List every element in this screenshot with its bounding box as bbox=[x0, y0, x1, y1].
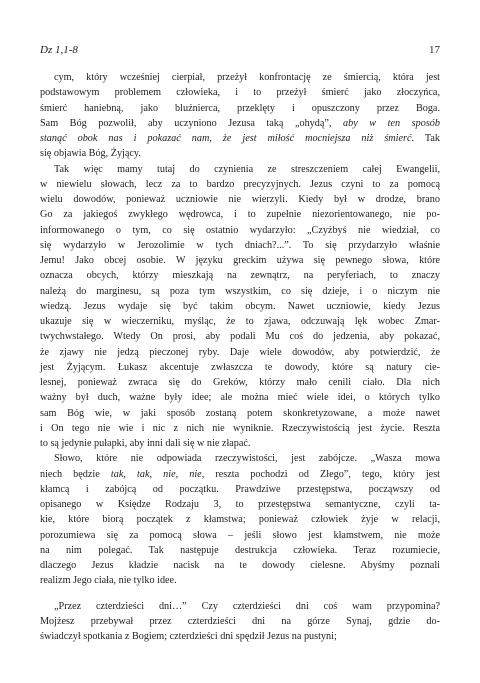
text-line bbox=[40, 436, 440, 451]
text-run: podstawowym problemem człowieka, i to przeżył śmierć jako złoczyńca, bbox=[40, 87, 440, 99]
text-line bbox=[40, 451, 440, 466]
text-run: dlaczego Jezus kładzie nacisk na te dowody cielesne. Abyśmy poznali bbox=[40, 560, 440, 571]
italic-text: aby w ten sposób bbox=[343, 117, 440, 129]
text-line bbox=[40, 482, 440, 497]
text-line bbox=[40, 177, 440, 192]
text-run: „Przez czterdzieści dni…” Czy czterdzieści dni coś wam przypomina? bbox=[54, 600, 440, 612]
text-run: świadczył spotkania z Bogiem; czterdzieści dni spędził Jezus na pustyni; bbox=[40, 631, 337, 642]
text-run: wielu dowodów, ponieważ uczniowie nie wierzyli. Kiedy był w drodze, brano bbox=[40, 194, 440, 205]
text-line bbox=[40, 162, 440, 177]
text-run: oznacza obcych, którzy mieszkają na zewnątrz, na peryferiach, to znaczy bbox=[40, 270, 440, 282]
body-text bbox=[40, 70, 440, 644]
paragraph bbox=[40, 451, 440, 588]
text-line bbox=[40, 299, 440, 314]
text-line bbox=[40, 497, 440, 512]
paragraph bbox=[40, 599, 440, 645]
text-line bbox=[40, 345, 440, 360]
text-run: na nim polegać. Tak następuje destrukcja człowieka. Teraz rozumiecie, bbox=[40, 544, 440, 556]
text-run: się wydarzyło w Jerozolimie w tych dniach?...”. To się przydarzyło właśnie bbox=[40, 239, 440, 251]
text-line bbox=[40, 558, 440, 573]
text-run: Mojżesz przebywał przez czterdzieści dni na górze Synaj, gdzie do- bbox=[40, 615, 440, 627]
text-run: jest Żyjącym. Łukasz akcentuje zwłaszcza te dowody, które są natury cie- bbox=[40, 361, 440, 373]
text-run: opisanego w Księdze Rodzaju 3, to przestępstwa semantyczne, czyli ta- bbox=[40, 499, 440, 510]
italic-text: stanąć obok nas i pokazać nam, że jest miłość mocniejsza niż śmierć bbox=[40, 133, 412, 144]
text-line bbox=[40, 614, 440, 629]
text-run: kie, które biorą początek z kłamstwa; ponieważ człowiek żyje w relacji, bbox=[40, 514, 440, 526]
text-run: Go za jakiegoś zwykłego wędrowca, i to zupełnie niezorientowanego, nie po- bbox=[40, 209, 440, 221]
text-run: porozumiewa się za pomocą słowa – jeśli słowo jest kłamstwem, nie może bbox=[40, 529, 440, 541]
page-number: 17 bbox=[429, 44, 440, 56]
text-line bbox=[40, 207, 440, 222]
text-run: cym, który wcześniej cierpiał, przeżył konfrontację ze śmiercią, która jest bbox=[54, 72, 440, 83]
text-line bbox=[40, 406, 440, 421]
text-line bbox=[40, 421, 440, 436]
text-run: i On tego nie wie i nic z nich nie wyniknie. Rzeczywistością jest życie. Reszta bbox=[40, 422, 440, 434]
text-run: , reszta pochodzi od Złego”, tego, który jest bbox=[201, 468, 440, 480]
text-line bbox=[40, 528, 440, 543]
text-line bbox=[40, 329, 440, 344]
text-line bbox=[40, 238, 440, 253]
text-run: Jemu! Jako obcej osobie. W języku greckim używa się pewnego słowa, które bbox=[40, 255, 440, 266]
text-line bbox=[40, 375, 440, 390]
text-run: wiedzą. Jezus wydaje się być takim obcym. Nawet uczniowie, kiedy Jezus bbox=[40, 300, 440, 312]
text-run: Tak więc mamy tutaj do czynienia ze streszczeniem całej Ewangelii, bbox=[54, 163, 440, 175]
text-run: się objawia Bóg, Żyjący. bbox=[40, 148, 141, 160]
text-run: lesnej, ponieważ zwraca się do Greków, którzy mało cenili ciało. Dla nich bbox=[40, 377, 440, 388]
text-run: ukazuje się w wieczerniku, myśląc, że to zjawa, odczuwają lęk wobec Zmar- bbox=[40, 316, 440, 327]
text-line bbox=[40, 314, 440, 329]
text-run: . Tak bbox=[411, 133, 440, 144]
text-line bbox=[40, 629, 440, 644]
text-line bbox=[40, 573, 440, 588]
section-reference: Dz 1,1-8 bbox=[40, 44, 78, 56]
text-run: należą do marginesu, są poza tym wszystkim, co się dzieje, i o niczym nie bbox=[40, 285, 440, 297]
text-line bbox=[40, 467, 440, 482]
text-run: śmierć haniebną, jako bluźnierca, przeklęty i opuszczony przez Boga. bbox=[40, 102, 440, 114]
text-line bbox=[40, 192, 440, 207]
text-run: sam Bóg wie, w jaki sposób zostaną potem skonkretyzowane, a może nawet bbox=[40, 407, 440, 419]
text-run: ważny był duch, ważne były idee; ale można mieć wiele idei, o których tylko bbox=[40, 392, 440, 404]
text-line bbox=[40, 360, 440, 375]
text-run: w niewielu słowach, lecz za to bardzo precyzyjnych. Jezus czyni to za pomocą bbox=[40, 178, 440, 190]
text-line bbox=[40, 543, 440, 558]
text-run: Słowo, które nie odpowiada rzeczywistości, jest zabójcze. „Wasza mowa bbox=[54, 453, 440, 465]
text-line bbox=[40, 390, 440, 405]
paragraph bbox=[40, 70, 440, 162]
text-line bbox=[40, 146, 440, 161]
text-line bbox=[40, 131, 440, 146]
text-line bbox=[40, 599, 440, 614]
text-run: twychwstałego. Wtedy On prosi, aby podali Mu coś do jedzenia, aby pokazać, bbox=[40, 331, 440, 343]
text-run: że zjawy nie jedzą pieczonej ryby. Daje wiele dowodów, aby potwierdzić, że bbox=[40, 346, 440, 358]
text-line bbox=[40, 101, 440, 116]
text-run: to są jedynie pułapki, aby inni dali się w nie złapać. bbox=[40, 438, 251, 449]
paragraph bbox=[40, 162, 440, 452]
text-line bbox=[40, 85, 440, 100]
text-line bbox=[40, 70, 440, 85]
text-run: niech będzie bbox=[40, 468, 111, 480]
text-run: kłamcą i zabójcą od początku. Prawdziwe przestępstwa, począwszy od bbox=[40, 483, 440, 495]
text-run: informowanego o tym, co się ostatnio wydarzyło: „Czyżbyś nie wiedział, co bbox=[40, 224, 440, 236]
text-line bbox=[40, 268, 440, 283]
text-line bbox=[40, 116, 440, 131]
text-line bbox=[40, 253, 440, 268]
italic-text: tak, tak, nie, nie bbox=[110, 468, 202, 480]
running-header bbox=[40, 42, 440, 58]
text-line bbox=[40, 223, 440, 238]
text-run: realizm Jego ciała, nie tylko idee. bbox=[40, 575, 177, 587]
text-line bbox=[40, 284, 440, 299]
text-run: Sam Bóg pozwolił, aby uczyniono Jezusa taką „ohydą”, bbox=[40, 117, 344, 129]
text-line bbox=[40, 512, 440, 527]
